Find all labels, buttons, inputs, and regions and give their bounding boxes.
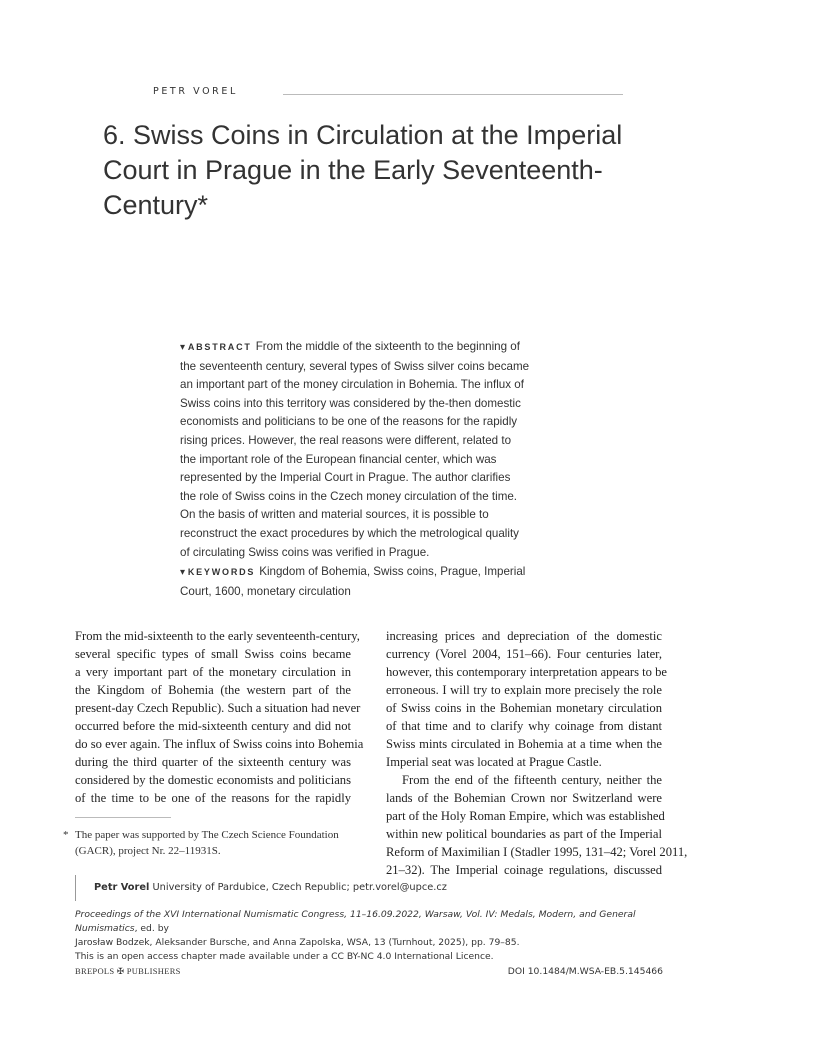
abstract-text: On the basis of written and material sources, it is possible to — [180, 508, 489, 522]
abstract-line — [180, 488, 550, 507]
keywords-text: Kingdom of Bohemia, Swiss coins, Prague, Imperial — [259, 565, 526, 578]
triangle-down-icon: ▾ — [180, 342, 188, 353]
body-line: do so ever again. The influx of Swiss coins into Bohemia — [75, 737, 364, 751]
triangle-down-icon: ▾ — [180, 567, 188, 578]
body-line: currency (Vorel 2004, 151–66). Four centuries later, — [386, 647, 662, 661]
abstract-line — [180, 544, 550, 563]
running-author: PETR VOREL — [153, 86, 238, 97]
body-line: the Kingdom of Bohemia (the western part of the — [75, 683, 351, 697]
body-column-left — [75, 627, 364, 807]
proceedings-info — [75, 908, 663, 979]
publisher-logo: BREPOLS ✠ PUBLISHERS — [75, 966, 181, 976]
affiliation-name: Petr Vorel — [94, 882, 150, 893]
footnote-line: (GACR), project Nr. 22–11931S. — [75, 844, 221, 857]
footnote-line: The paper was supported by The Czech Science Foundation — [75, 829, 339, 841]
keywords-line — [180, 563, 550, 583]
body-line: of Swiss coins in the Bohemian monetary circulation — [386, 701, 662, 715]
proceedings-ed: , ed. by — [134, 923, 169, 934]
abstract-text: Swiss coins into this territory was considered by the-then domestic — [180, 396, 521, 410]
footnote-rule — [75, 817, 171, 818]
chapter-title — [103, 118, 663, 223]
keywords-text: Court, 1600, monetary circulation — [180, 584, 351, 598]
body-line: occurred before the mid-sixteenth century and did not — [75, 719, 351, 733]
body-line: lands of the Bohemian Crown nor Switzerland were — [386, 791, 662, 805]
abstract — [180, 338, 550, 562]
body-column-right — [386, 627, 688, 879]
abstract-text: an important part of the money circulation in Bohemia. The influx of — [180, 378, 524, 392]
body-line: during the third quarter of the sixteenth century was — [75, 755, 351, 769]
keywords — [180, 563, 550, 601]
keywords-line — [180, 583, 550, 602]
abstract-label: ABSTRACT — [187, 342, 252, 352]
title-line: 6. Swiss Coins in Circulation at the Imperial — [103, 120, 623, 150]
abstract-text: the important role of the European financial center, which was — [180, 452, 497, 466]
abstract-line — [180, 525, 550, 544]
affiliation-text: University of Pardubice, Czech Republic; petr.vorel@upce.cz — [152, 882, 447, 893]
abstract-line — [180, 413, 550, 432]
doi[interactable]: DOI 10.1484/M.WSA-EB.5.145466 — [507, 966, 663, 977]
footnote-mark: * — [63, 829, 69, 841]
body-line: present-day Czech Republic). Such a situation had never — [75, 701, 361, 715]
header-rule — [283, 94, 623, 95]
body-line: From the mid-sixteenth to the early seventeenth-century, — [75, 629, 360, 643]
abstract-line — [180, 358, 550, 377]
body-line: Imperial seat was located at Prague Castle. — [386, 755, 602, 769]
keywords-label: KEYWORDS — [187, 567, 256, 577]
body-line: Swiss mints circulated in Bohemia at a time when the — [386, 737, 662, 751]
abstract-line — [180, 506, 550, 525]
abstract-text: economists and politicians to be one of the reasons for the rapidly — [180, 415, 518, 429]
abstract-text: rising prices. However, the real reasons were different, related to — [180, 433, 512, 447]
author-affiliation — [75, 875, 447, 901]
proceedings-title: Proceedings of the XVI International Numismatic Congress, 11–16.09.2022, Warsaw, Vol. IV: Medals, Modern, and General Numismatics — [75, 909, 636, 934]
body-line: several specific types of small Swiss coins became — [75, 647, 351, 661]
body-line: however, this contemporary interpretation appears to be — [386, 665, 668, 679]
abstract-text: reconstruct the exact procedures by which the metrological quality — [180, 526, 519, 540]
abstract-text: From the middle of the sixteenth to the beginning of — [255, 340, 520, 353]
abstract-text: of circulating Swiss coins was verified in Prague. — [180, 545, 430, 559]
licence-text: This is an open access chapter made available under a CC BY-NC 4.0 International Licence. — [75, 951, 494, 962]
title-line: Century* — [103, 190, 209, 220]
abstract-line — [180, 451, 550, 470]
body-line: erroneous. I will try to explain more precisely the role — [386, 683, 662, 697]
proceedings-editors: Jarosław Bodzek, Aleksander Bursche, and Anna Zapolska, WSA, 13 (Turnhout, 2025), pp. 79–85. — [75, 937, 520, 948]
body-line: of that time and to clarify why coinage from distant — [386, 719, 662, 733]
body-line: a very important part of the monetary circulation in — [75, 665, 351, 679]
body-line: within new political boundaries as part of the Imperial — [386, 827, 662, 841]
body-line: considered by the domestic economists and politicians — [75, 773, 351, 787]
abstract-line — [180, 469, 550, 488]
footnote — [63, 828, 339, 859]
abstract-line — [180, 432, 550, 451]
body-line: 21–32). The Imperial coinage regulations, discussed — [386, 863, 662, 877]
body-line: From the end of the fifteenth century, neither the — [402, 773, 662, 787]
abstract-text: the seventeenth century, several types of Swiss silver coins became — [180, 359, 530, 373]
abstract-line — [180, 338, 550, 358]
abstract-line — [180, 395, 550, 414]
body-line: part of the Holy Roman Empire, which was established — [386, 809, 665, 823]
abstract-line — [180, 376, 550, 395]
abstract-text: represented by the Imperial Court in Prague. The author clarifies — [180, 471, 511, 485]
body-line: Reform of Maximilian I (Stadler 1995, 131–42; Vorel 2011, — [386, 845, 688, 859]
body-line: of the time to be one of the reasons for the rapidly — [75, 791, 351, 805]
title-line: Court in Prague in the Early Seventeenth- — [103, 155, 603, 185]
body-line: increasing prices and depreciation of the domestic — [386, 629, 662, 643]
abstract-text: the role of Swiss coins in the Czech money circulation of the time. — [180, 489, 518, 503]
